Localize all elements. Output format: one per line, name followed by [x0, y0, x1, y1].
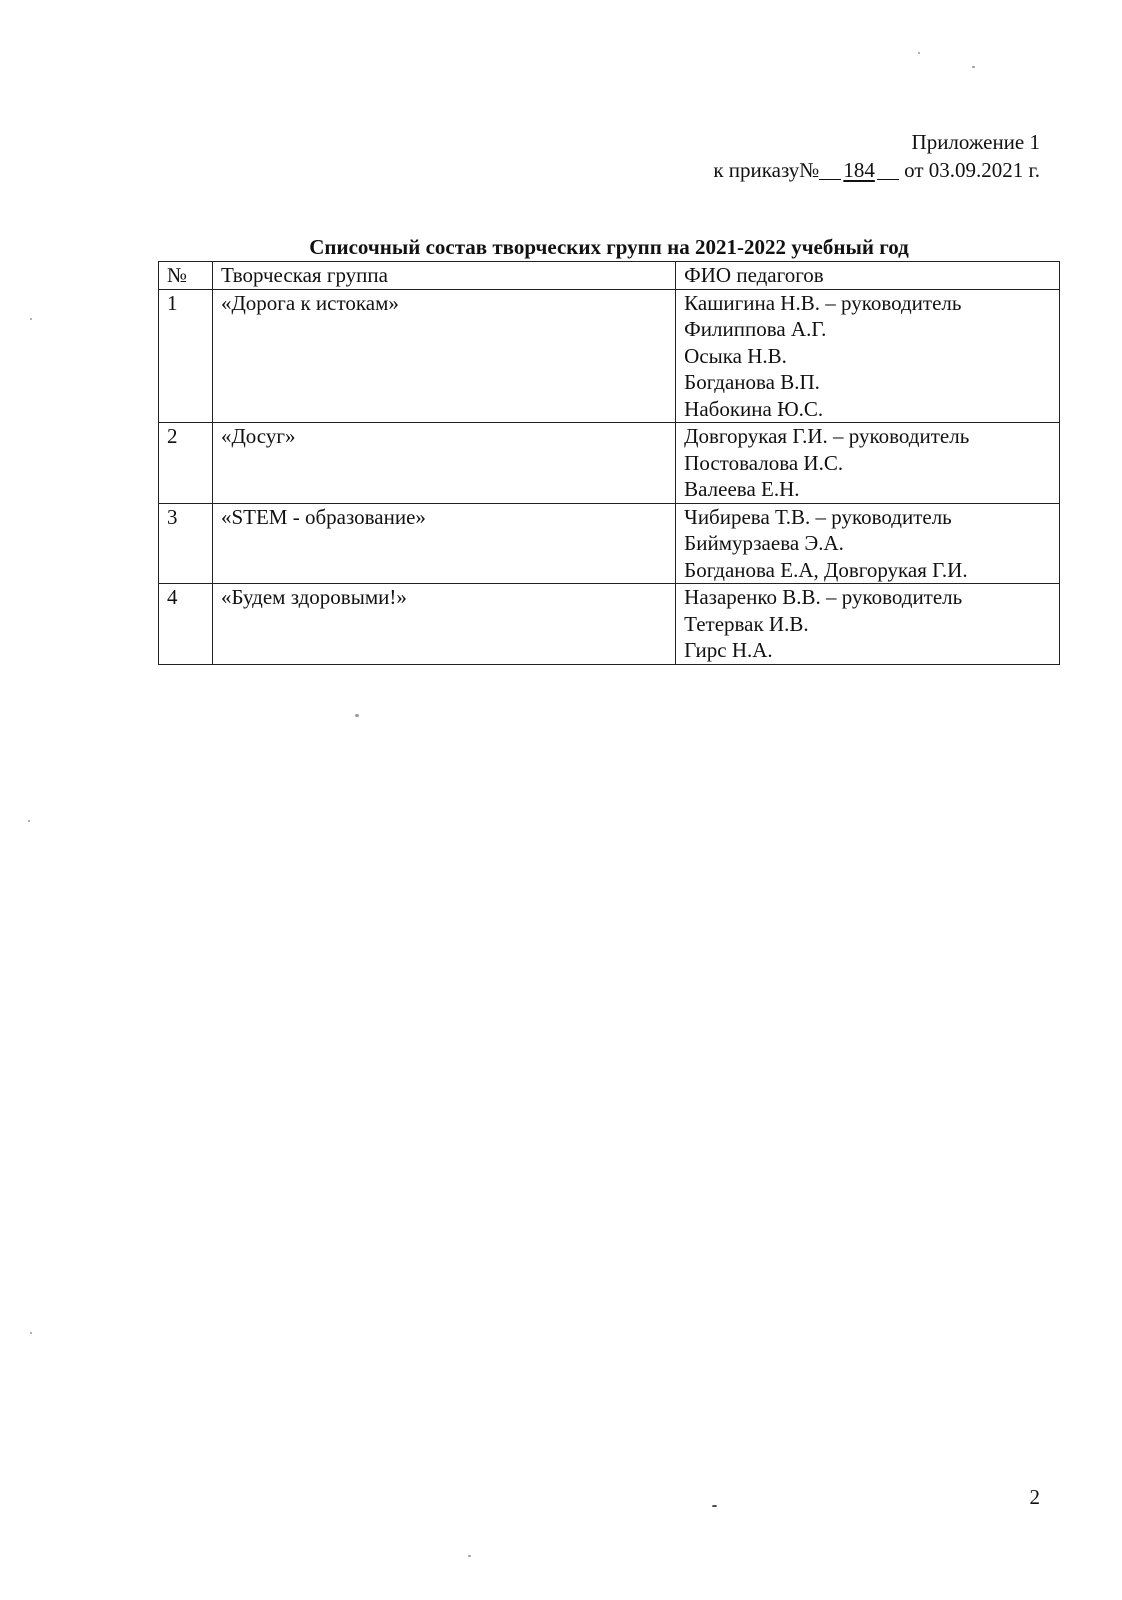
order-reference	[713, 156, 1040, 184]
scan-speck	[28, 820, 30, 822]
scan-speck	[712, 1505, 717, 1507]
group-name: «STEM - образование»	[212, 503, 675, 584]
teacher-name: Тетервак И.В.	[684, 611, 809, 636]
scan-speck	[30, 318, 32, 320]
table-row	[159, 423, 1060, 504]
document-title: Списочный состав творческих групп на 2021-2022 учебный год	[309, 235, 909, 259]
teacher-name: Валеева Е.Н.	[684, 477, 800, 501]
table-row	[159, 289, 1060, 423]
teacher-name: Довгорукая Г.И. – руководитель	[684, 424, 970, 448]
table-row	[159, 584, 1060, 665]
column-header-number: №	[159, 262, 213, 290]
teacher-name: Гирс Н.А.	[684, 638, 773, 662]
scan-speck	[30, 1332, 32, 1334]
order-prefix: к приказу№	[713, 158, 820, 182]
appendix-label: Приложение 1	[911, 130, 1040, 154]
scan-speck	[972, 66, 975, 68]
teachers-cell	[676, 584, 1060, 665]
group-name: «Досуг»	[212, 423, 675, 504]
scan-speck	[918, 52, 920, 54]
page-number: 2	[1029, 1485, 1040, 1509]
groups-table	[158, 261, 1060, 665]
group-name: «Дорога к истокам»	[212, 289, 675, 423]
teacher-name: Богданова Е.А, Довгорукая Г.И.	[684, 557, 968, 582]
teacher-name: Чибирева Т.В. – руководитель	[684, 504, 952, 529]
row-number: 4	[159, 584, 213, 665]
column-header-group: Творческая группа	[212, 262, 675, 290]
appendix-header	[713, 128, 1040, 184]
table-row	[159, 503, 1060, 584]
order-date: от 03.09.2021 г.	[904, 158, 1040, 182]
order-underline-left	[819, 178, 841, 180]
teacher-name: Кашигина Н.В. – руководитель	[684, 290, 962, 315]
order-underline-right	[877, 178, 899, 180]
teachers-cell	[676, 423, 1060, 504]
teacher-name: Постовалова И.С.	[684, 450, 844, 475]
row-number: 1	[159, 289, 213, 423]
column-header-teachers: ФИО педагогов	[676, 262, 1060, 290]
teacher-name: Филиппова А.Г.	[684, 317, 827, 341]
teacher-name: Осыка Н.В.	[684, 343, 787, 368]
group-name: «Будем здоровыми!»	[212, 584, 675, 665]
teacher-name: Биймурзаева Э.А.	[684, 531, 844, 555]
teacher-name: Набокина Ю.С.	[684, 396, 824, 421]
order-number: 184	[843, 158, 875, 182]
teacher-name: Назаренко В.В. – руководитель	[684, 585, 963, 609]
scan-speck	[355, 714, 359, 717]
table-header-row	[159, 262, 1060, 290]
teachers-cell	[676, 289, 1060, 423]
teacher-name: Богданова В.П.	[684, 370, 820, 394]
scan-speck	[468, 1555, 471, 1557]
teachers-cell	[676, 503, 1060, 584]
row-number: 3	[159, 503, 213, 584]
row-number: 2	[159, 423, 213, 504]
